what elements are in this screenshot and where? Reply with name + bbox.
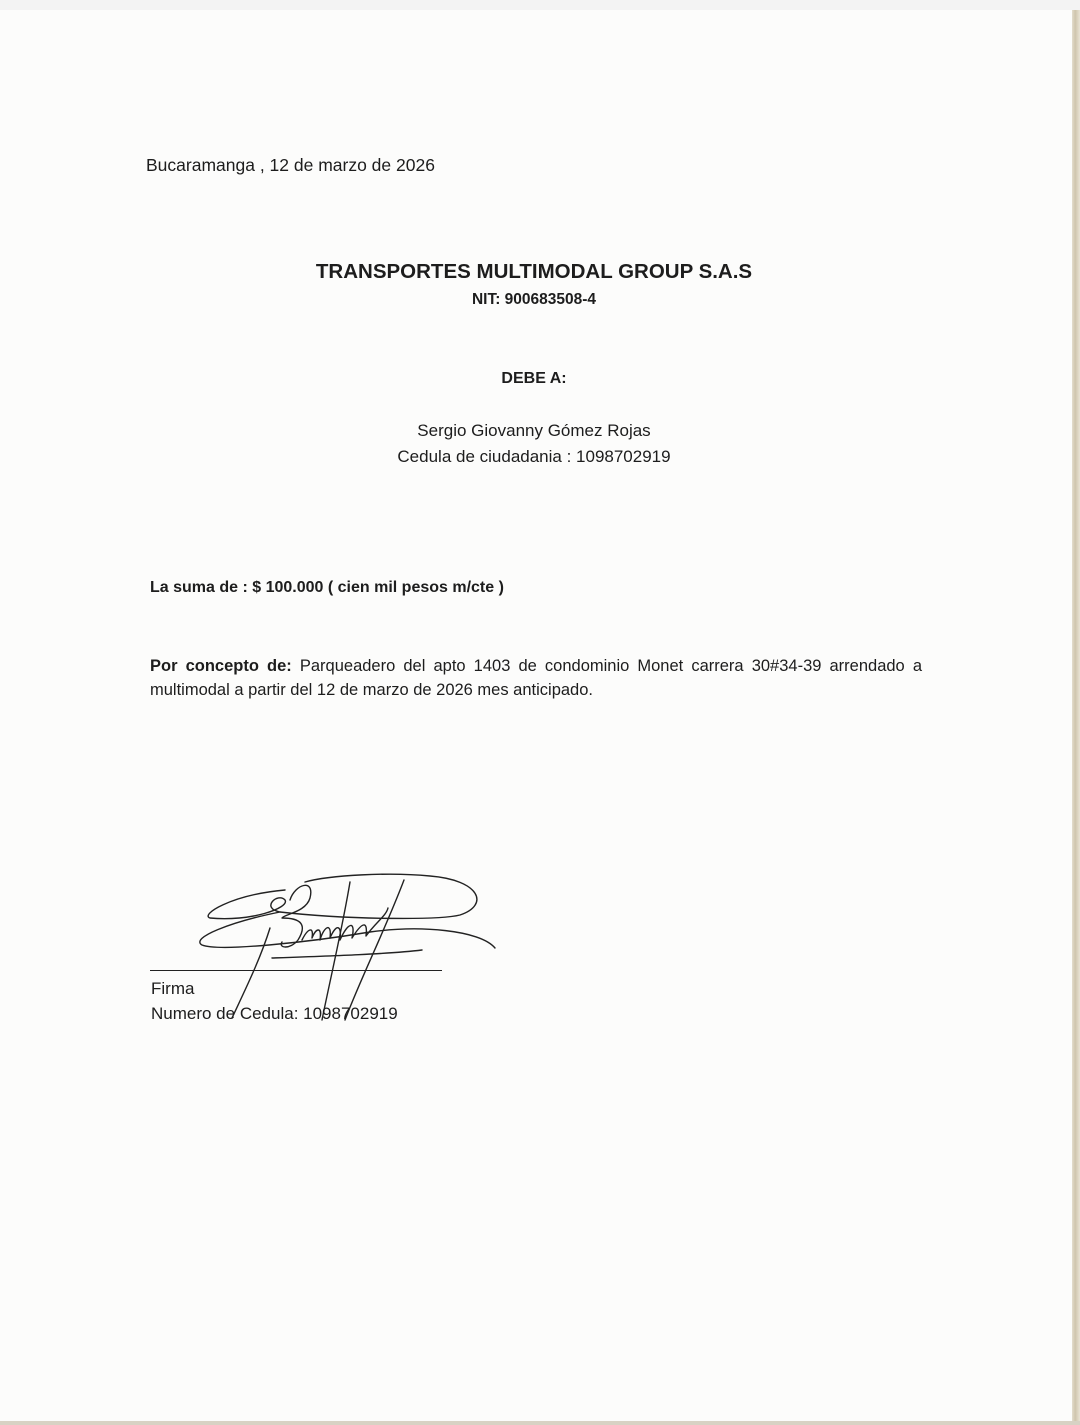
signature-stroke: [208, 874, 477, 918]
signature-line: [150, 970, 442, 971]
company-name: TRANSPORTES MULTIMODAL GROUP S.A.S: [315, 260, 753, 283]
concept-text: Parqueadero del apto 1403 de condominio Monet carrera 30#34-39 arrendado a multimodal a partir del 12 de marzo de 2026 mes anticipado.: [150, 657, 922, 699]
concept-label: Por concepto de:: [150, 657, 292, 675]
debtor-name: Sergio Giovanny Gómez Rojas: [417, 421, 651, 440]
page-bottom-edge: [0, 1421, 1080, 1425]
page-edge-shadow: [1072, 10, 1080, 1425]
signature-stroke: [345, 880, 404, 1020]
company-nit: NIT: 900683508-4: [471, 291, 597, 308]
signature-stroke: [322, 882, 350, 1020]
signature-stroke: [272, 950, 422, 958]
signature-label: Firma: [151, 979, 195, 998]
signature-id-number: Numero de Cedula: 1098702919: [151, 1004, 398, 1023]
concept-paragraph: [150, 654, 922, 702]
document-page: [0, 10, 1072, 1421]
debtor-id: Cedula de ciudadania : 1098702919: [397, 447, 671, 466]
amount-line: La suma de : $ 100.000 ( cien mil pesos m/cte ): [150, 579, 504, 596]
signature-stroke: [281, 885, 311, 947]
place-date: Bucaramanga , 12 de marzo de 2026: [146, 155, 435, 175]
debe-heading: DEBE A:: [501, 370, 567, 387]
